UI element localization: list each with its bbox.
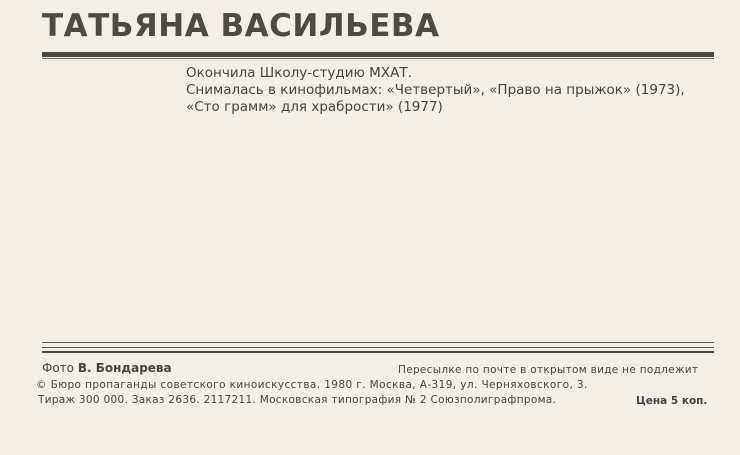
header-rule-thin bbox=[42, 58, 714, 59]
mail-notice: Пересылке по почте в открытом виде не подлежит bbox=[398, 364, 699, 376]
photo-credit-prefix: Фото bbox=[42, 361, 75, 375]
bio-line-3: «Сто грамм» для храбрости» (1977) bbox=[186, 99, 443, 115]
biography-text bbox=[186, 65, 716, 116]
photo-credit-author: В. Бондарева bbox=[77, 361, 172, 375]
bio-line-1: Окончила Школу-студию МХАТ. bbox=[186, 65, 412, 81]
publisher-info: © Бюро пропаганды советского киноискусства. 1980 г. Москва, А-319, ул. Черняховского, 3. bbox=[36, 379, 588, 391]
header-rule-thick bbox=[42, 52, 714, 57]
bio-line-2: Снималась в кинофильмах: «Четвертый», «Право на прыжок» (1973), bbox=[186, 82, 685, 98]
photo-credit bbox=[42, 361, 172, 375]
footer-rule-3 bbox=[42, 351, 714, 353]
actress-name-title: ТАТЬЯНА ВАСИЛЬЕВА bbox=[42, 8, 440, 44]
footer-rule-2 bbox=[42, 347, 714, 348]
print-run-info: Тираж 300 000. Заказ 2636. 2117211. Московская типография № 2 Союзполиграфпрома. bbox=[38, 394, 557, 406]
footer-rule-1 bbox=[42, 342, 714, 343]
price-label: Цена 5 коп. bbox=[636, 395, 708, 407]
